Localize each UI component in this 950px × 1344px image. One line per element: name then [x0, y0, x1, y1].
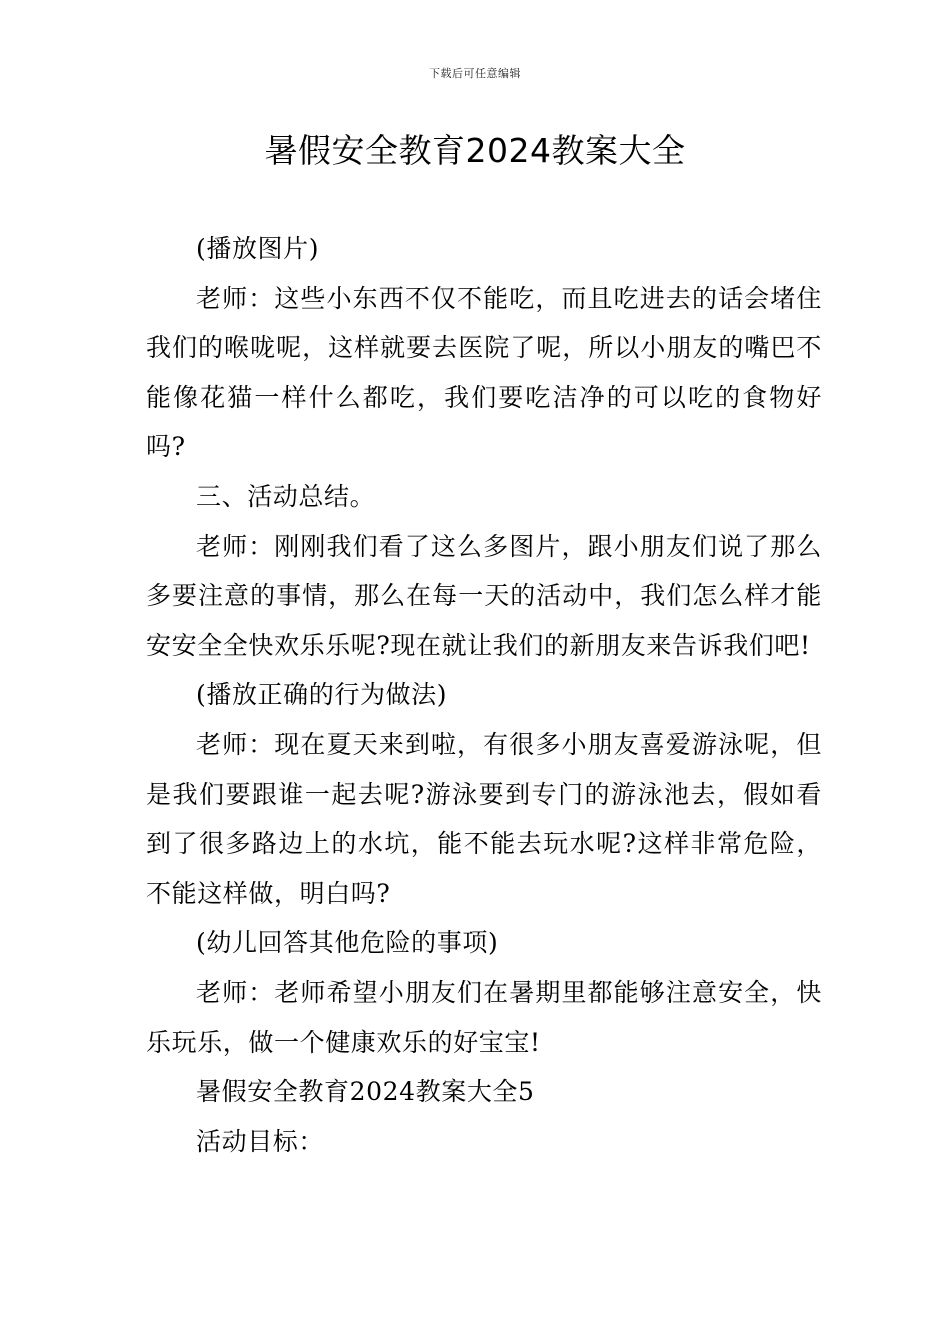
paragraph-section-summary: 三、活动总结。	[196, 481, 376, 511]
header-note: 下载后可任意编辑	[429, 67, 521, 80]
paragraph-teacher-swimming: 老师：现在夏天来到啦，有很多小朋友喜爱游泳呢，但是我们要跟谁一起去呢?游泳要到专门的游泳池去，假如看到了很多路边上的水坑，能不能去玩水呢?这样非常危险，不能这样做，明白吗?	[146, 729, 822, 908]
document-title: 暑假安全教育2024教案大全	[264, 131, 686, 170]
paragraph-lesson-5-heading: 暑假安全教育2024教案大全5	[196, 1077, 535, 1107]
paragraph-play-correct-behavior: (播放正确的行为做法)	[196, 680, 448, 710]
paragraph-teacher-hope: 老师：老师希望小朋友们在暑期里都能够注意安全，快乐玩乐，做一个健康欢乐的好宝宝!	[146, 977, 822, 1057]
paragraph-children-answer: (幼儿回答其他危险的事项)	[196, 928, 499, 958]
paragraph-play-images: (播放图片)	[196, 234, 320, 263]
paragraph-teacher-small-objects: 老师：这些小东西不仅不能吃，而且吃进去的话会堵住我们的喉咙呢，这样就要去医院了呢，所以小朋友的嘴巴不能像花猫一样什么都吃，我们要吃洁净的可以吃的食物好吗?	[146, 283, 822, 462]
document-body	[146, 224, 822, 1166]
paragraph-activity-goals: 活动目标：	[196, 1126, 325, 1156]
paragraph-teacher-summary: 老师：刚刚我们看了这么多图片，跟小朋友们说了那么多要注意的事情，那么在每一天的活动中，我们怎么样才能安安全全快欢乐乐呢?现在就让我们的新朋友来告诉我们吧!	[146, 531, 822, 660]
